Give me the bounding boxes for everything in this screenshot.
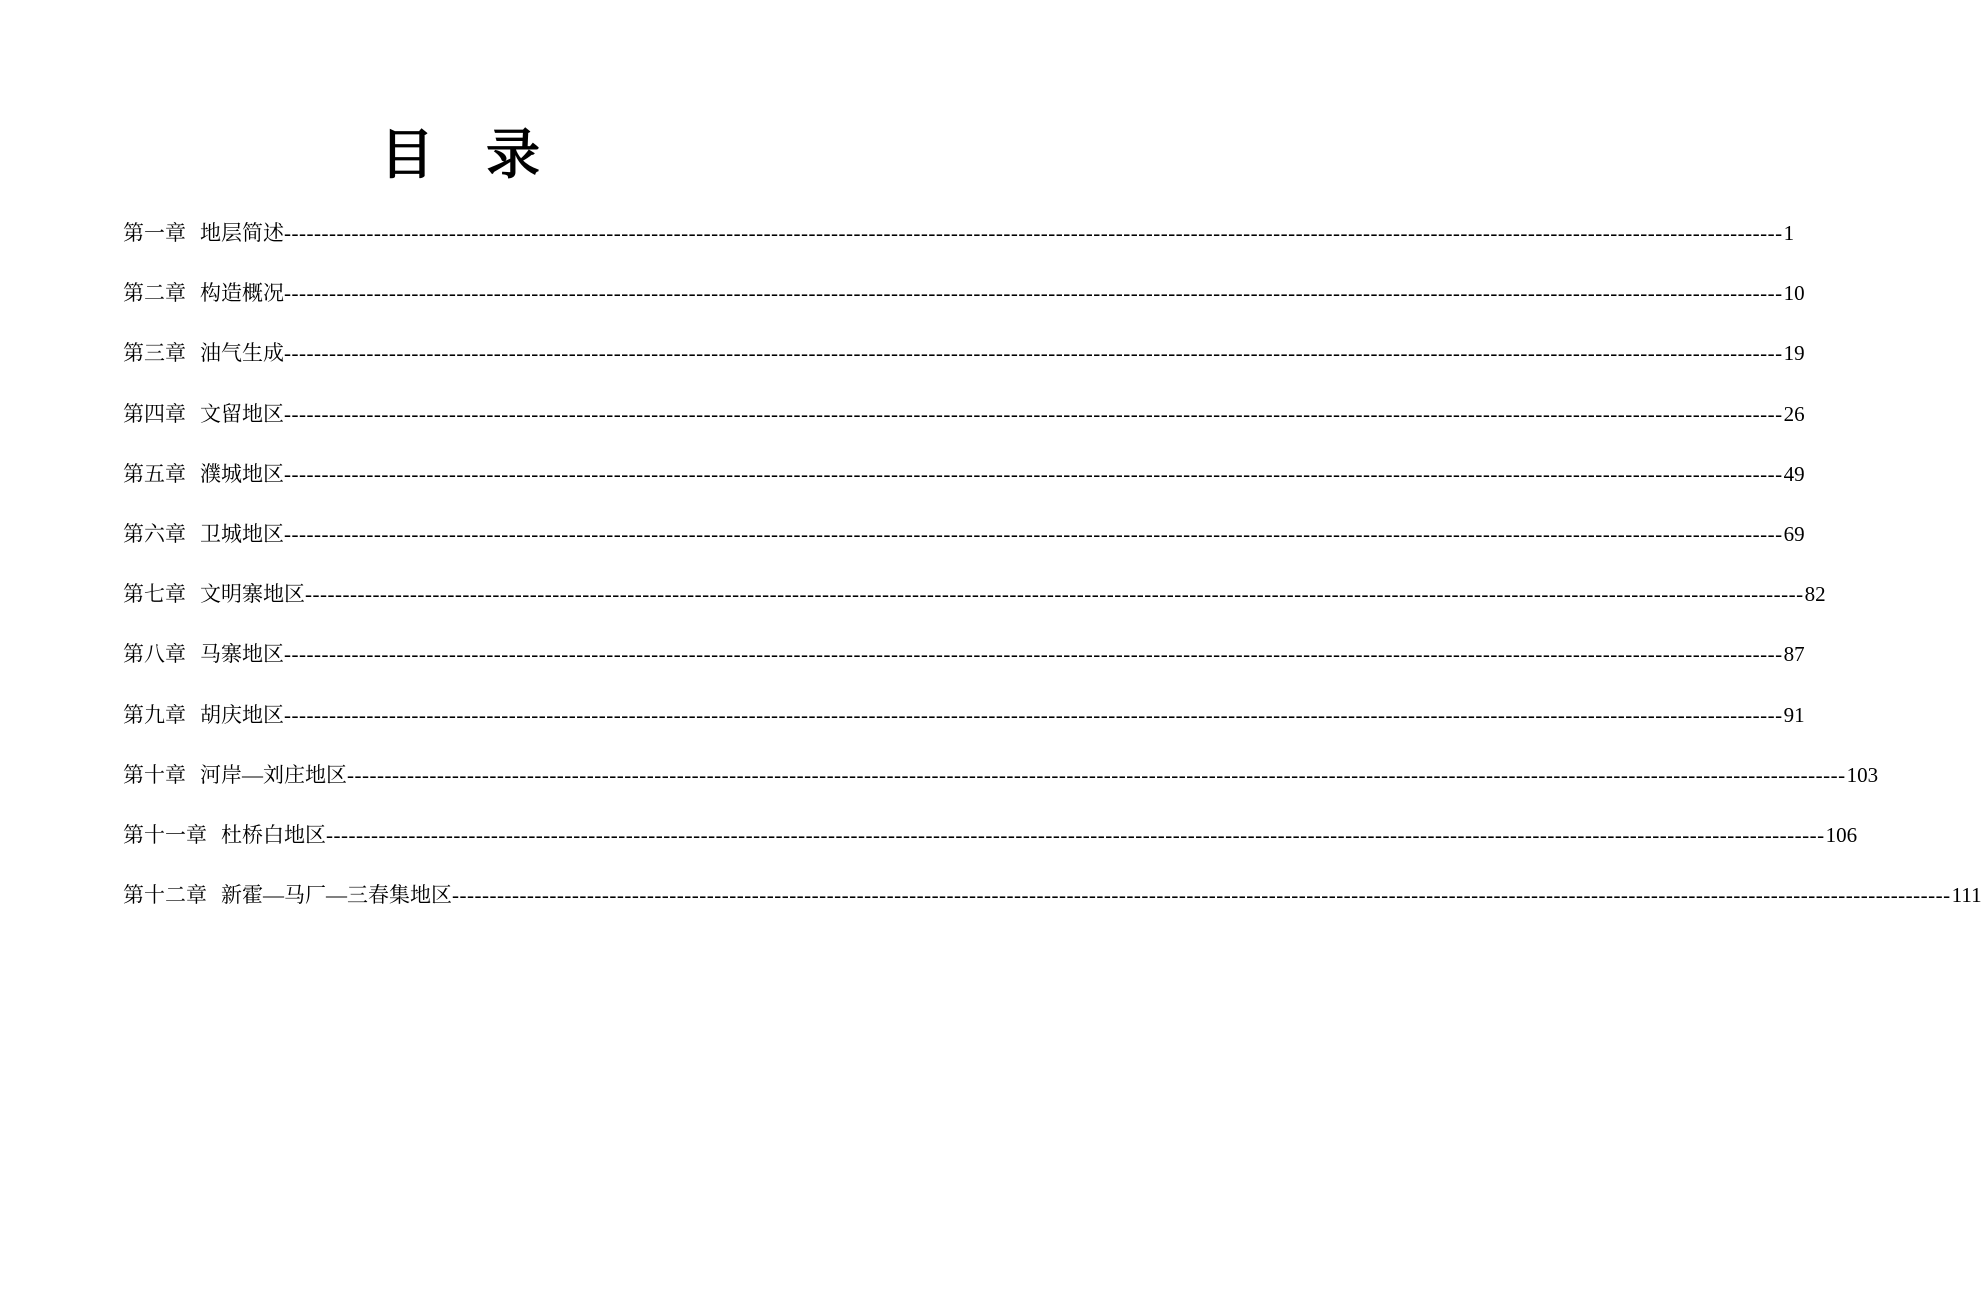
toc-entry[interactable] (123, 639, 1805, 699)
chapter-title: 马寨地区 (200, 642, 284, 667)
toc-entry[interactable] (123, 880, 1982, 940)
title-char-2: 录 (486, 125, 540, 185)
page-number: 91 (1783, 702, 1805, 727)
page-number: 111 (1951, 883, 1982, 908)
dot-leader: -------------------------------------------------------------------------------------------------------------------------------------------------------------------------------------------------------- (305, 582, 1804, 607)
dot-leader: -------------------------------------------------------------------------------------------------------------------------------------------------------------------------------------------------------- (284, 401, 1783, 426)
dot-leader: -------------------------------------------------------------------------------------------------------------------------------------------------------------------------------------------------------- (284, 461, 1783, 486)
chapter-number: 第十章 (123, 762, 186, 787)
toc-entry[interactable] (123, 338, 1805, 398)
toc-entry[interactable] (123, 760, 1879, 820)
chapter-number: 第三章 (123, 341, 186, 366)
chapter-title: 地层简述 (200, 221, 284, 245)
page-number: 103 (1846, 762, 1879, 787)
page-number: 87 (1783, 642, 1805, 667)
page-number: 82 (1804, 582, 1826, 607)
dot-leader: -------------------------------------------------------------------------------------------------------------------------------------------------------------------------------------------------------- (284, 341, 1783, 366)
chapter-number: 第十一章 (123, 822, 207, 847)
chapter-title: 濮城地区 (200, 461, 284, 486)
dot-leader: -------------------------------------------------------------------------------------------------------------------------------------------------------------------------------------------------------- (284, 702, 1783, 727)
page-number: 106 (1825, 822, 1858, 847)
dot-leader: -------------------------------------------------------------------------------------------------------------------------------------------------------------------------------------------------------- (284, 221, 1783, 245)
chapter-title: 卫城地区 (200, 521, 284, 546)
chapter-title: 构造概况 (200, 281, 284, 306)
dot-leader: -------------------------------------------------------------------------------------------------------------------------------------------------------------------------------------------------------- (284, 521, 1783, 546)
toc-entry[interactable] (123, 820, 1858, 880)
chapter-number: 第四章 (123, 401, 186, 426)
table-of-contents (123, 218, 1982, 940)
toc-entry[interactable] (123, 278, 1805, 338)
chapter-number: 第二章 (123, 281, 186, 306)
chapter-title: 油气生成 (200, 341, 284, 366)
dot-leader: -------------------------------------------------------------------------------------------------------------------------------------------------------------------------------------------------------- (452, 883, 1951, 908)
dot-leader: -------------------------------------------------------------------------------------------------------------------------------------------------------------------------------------------------------- (347, 762, 1846, 787)
toc-entry[interactable] (123, 218, 1795, 278)
dot-leader: -------------------------------------------------------------------------------------------------------------------------------------------------------------------------------------------------------- (326, 822, 1825, 847)
chapter-title: 文明寨地区 (200, 582, 305, 607)
chapter-title: 河岸—刘庄地区 (200, 762, 347, 787)
page-number: 26 (1783, 401, 1805, 426)
chapter-number: 第十二章 (123, 883, 207, 908)
toc-entry[interactable] (123, 399, 1805, 459)
chapter-title: 新霍—马厂—三春集地区 (221, 883, 452, 908)
page-number: 69 (1783, 521, 1805, 546)
toc-entry[interactable] (123, 459, 1805, 519)
page-number: 10 (1783, 281, 1805, 306)
title-char-1: 目 (380, 125, 434, 185)
chapter-number: 第七章 (123, 582, 186, 607)
chapter-title: 文留地区 (200, 401, 284, 426)
dot-leader: -------------------------------------------------------------------------------------------------------------------------------------------------------------------------------------------------------- (284, 642, 1783, 667)
toc-entry[interactable] (123, 700, 1805, 760)
chapter-number: 第八章 (123, 642, 186, 667)
page-number: 49 (1783, 461, 1805, 486)
chapter-number: 第五章 (123, 461, 186, 486)
toc-entry[interactable] (123, 519, 1805, 579)
chapter-title: 杜桥白地区 (221, 822, 326, 847)
chapter-number: 第九章 (123, 702, 186, 727)
page-number: 19 (1783, 341, 1805, 366)
page-number: 1 (1783, 221, 1795, 245)
chapter-title: 胡庆地区 (200, 702, 284, 727)
dot-leader: -------------------------------------------------------------------------------------------------------------------------------------------------------------------------------------------------------- (284, 281, 1783, 306)
chapter-number: 第一章 (123, 221, 186, 245)
toc-entry[interactable] (123, 579, 1826, 639)
toc-title (0, 112, 920, 189)
chapter-number: 第六章 (123, 521, 186, 546)
